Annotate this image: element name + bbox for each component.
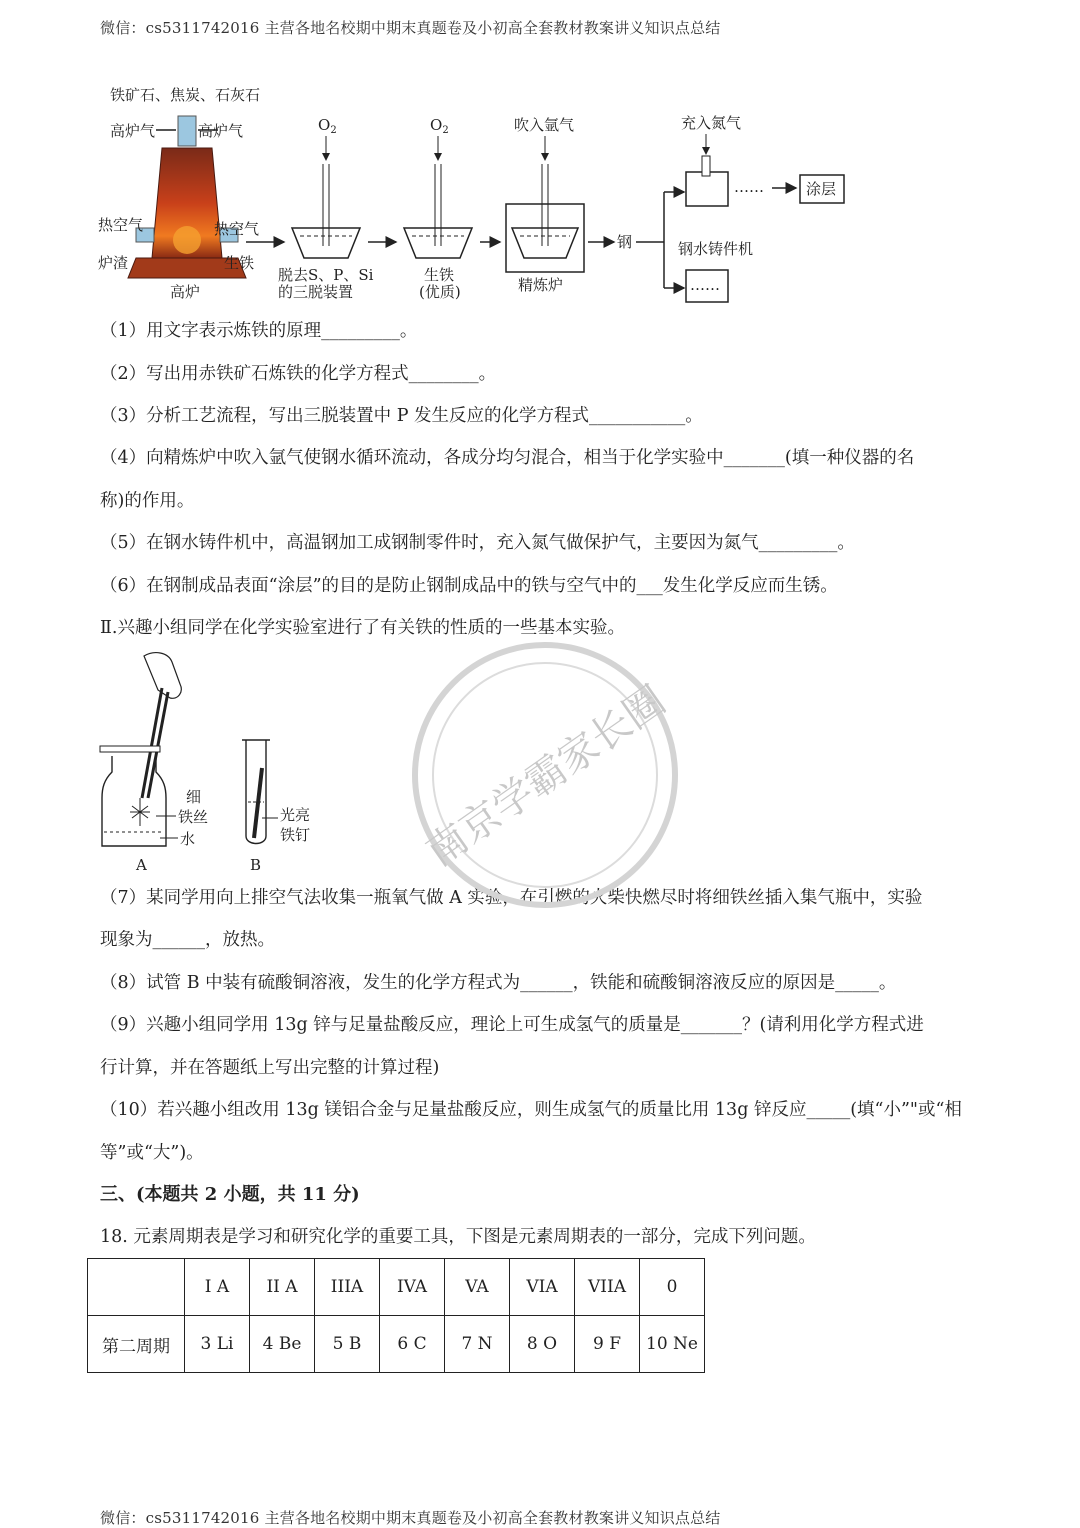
ellipsis-1: …… <box>734 178 764 196</box>
question-1: （1）用文字表示炼铁的原理_________。 <box>100 321 418 341</box>
furnace-gas-left-label: 高炉气 <box>110 122 156 140</box>
table-cell: 5 B <box>315 1316 380 1373</box>
question-10-line1: （10）若兴趣小组改用 13g 镁铝合金与足量盐酸反应，则生成氢气的质量比用 13g 锌反应_____(填“小”"或“相 <box>100 1100 962 1120</box>
casting-machine-label: 钢水铸件机 <box>678 240 754 258</box>
question-9-line2: 行计算，并在答题纸上写出完整的计算过程) <box>100 1058 440 1078</box>
hot-air-left-label: 热空气 <box>98 216 144 234</box>
furnace-gas-right-label: 高炉气 <box>198 122 244 140</box>
nitrogen-label: 充入氮气 <box>681 114 742 132</box>
question-3: （3）分析工艺流程，写出三脱装置中 P 发生反应的化学方程式___________。 <box>100 406 703 426</box>
oxygen-label-2: $O_2$ <box>430 116 449 136</box>
ironmaking-process-diagram <box>96 78 996 314</box>
question-7-line2: 现象为______，放热。 <box>100 930 275 950</box>
casting-machine-box <box>686 172 728 206</box>
table-header-cell: VIA <box>510 1259 575 1316</box>
table-header-cell: VIIA <box>575 1259 640 1316</box>
desulfurization-label-line1: 脱去S、P、Si <box>278 266 374 284</box>
pig-iron-quality-line1: 生铁 <box>424 266 455 284</box>
table-cell: 9 F <box>575 1316 640 1373</box>
iron-wire-label: 铁丝 <box>178 808 209 826</box>
question-18: 18. 元素周期表是学习和研究化学的重要工具，下图是元素周期表的一部分，完成下列问题。 <box>100 1227 816 1247</box>
table-cell: 4 Be <box>250 1316 315 1373</box>
coating-label: 涂层 <box>806 180 837 198</box>
table-cell: 7 N <box>445 1316 510 1373</box>
watermark-text: 南京学霸家长圈 <box>418 677 675 876</box>
periodic-table-fragment <box>87 1258 705 1373</box>
bright-label: 光亮 <box>280 806 311 824</box>
water-label: 水 <box>180 830 196 848</box>
gas-collection-bottle <box>100 746 166 846</box>
steel-label: 钢 <box>617 233 633 251</box>
pig-iron-vessel <box>404 136 472 258</box>
table-header-cell: VA <box>445 1259 510 1316</box>
fine-label: 细 <box>186 788 202 806</box>
watermark-stamp <box>400 630 690 920</box>
table-cell: 3 Li <box>185 1316 250 1373</box>
label-a: A <box>136 856 147 874</box>
ellipsis-2: …… <box>690 276 720 294</box>
test-tube <box>242 740 270 844</box>
oxygen-label-1: $O_2$ <box>318 116 337 136</box>
page-footer: 微信：cs5311742016 主营各地名校期中期末真题卷及小初高全套教材教案讲义知识点总结 <box>100 1509 721 1527</box>
iron-experiment-diagram <box>96 648 356 878</box>
table-header-cell: I A <box>185 1259 250 1316</box>
refining-furnace <box>506 136 584 272</box>
pig-iron-quality-line2: (优质) <box>419 283 461 301</box>
table-header-cell <box>88 1259 185 1316</box>
question-7-line1: （7）某同学用向上排空气法收集一瓶氧气做 A 实验，在引燃的火柴快燃尽时将细铁丝插入集气瓶中，实验 <box>100 888 923 908</box>
question-4-line1: （4）向精炼炉中吹入氩气使钢水循环流动，各成分均匀混合，相当于化学实验中_______(填一种仪器的名 <box>100 448 915 468</box>
table-cell: 第二周期 <box>88 1316 185 1373</box>
argon-label: 吹入氩气 <box>514 116 575 134</box>
table-cell: 6 C <box>380 1316 445 1373</box>
table-header-cell: IVA <box>380 1259 445 1316</box>
table-row <box>88 1316 705 1373</box>
nail-label: 铁钉 <box>280 826 311 844</box>
question-2: （2）写出用赤铁矿石炼铁的化学方程式________。 <box>100 364 497 384</box>
hand-with-tongs <box>142 653 181 798</box>
slag-label: 炉渣 <box>98 254 129 272</box>
table-header-cell: II A <box>250 1259 315 1316</box>
table-cell: 10 Ne <box>640 1316 705 1373</box>
question-6: （6）在钢制成品表面“涂层”的目的是防止钢制成品中的铁与空气中的___发生化学反应而生锈。 <box>100 576 838 596</box>
question-9-line1: （9）兴趣小组同学用 13g 锌与足量盐酸反应，理论上可生成氢气的质量是_______？(请利用化学方程式进 <box>100 1015 924 1035</box>
blast-furnace-label: 高炉 <box>170 283 201 301</box>
question-4-line2: 称)的作用。 <box>100 491 195 511</box>
desulfurization-label-line2: 的三脱装置 <box>278 283 354 301</box>
table-cell: 8 O <box>510 1316 575 1373</box>
table-header-row <box>88 1259 705 1316</box>
question-10-line2: 等”或“大”)。 <box>100 1143 204 1163</box>
furnace-input-label: 铁矿石、焦炭、石灰石 <box>110 86 261 104</box>
table-header-cell: IIIA <box>315 1259 380 1316</box>
section-3-heading: 三、(本题共 2 小题，共 11 分) <box>100 1184 360 1205</box>
table-header-cell: 0 <box>640 1259 705 1316</box>
page-header: 微信：cs5311742016 主营各地名校期中期末真题卷及小初高全套教材教案讲义知识点总结 <box>100 19 721 37</box>
desulfurization-vessel <box>292 136 360 258</box>
refining-furnace-label: 精炼炉 <box>518 276 564 294</box>
label-b: B <box>250 856 262 874</box>
part-2-intro: Ⅱ.兴趣小组同学在化学实验室进行了有关铁的性质的一些基本实验。 <box>100 618 625 638</box>
question-8: （8）试管 B 中装有硫酸铜溶液，发生的化学方程式为______，铁能和硫酸铜溶液反应的原因是_____。 <box>100 973 897 993</box>
question-5: （5）在钢水铸件机中，高温钢加工成钢制零件时，充入氮气做保护气，主要因为氮气_________。 <box>100 533 855 553</box>
hot-air-right-label: 热空气 <box>214 220 260 238</box>
pig-iron-label: 生铁 <box>224 254 255 272</box>
